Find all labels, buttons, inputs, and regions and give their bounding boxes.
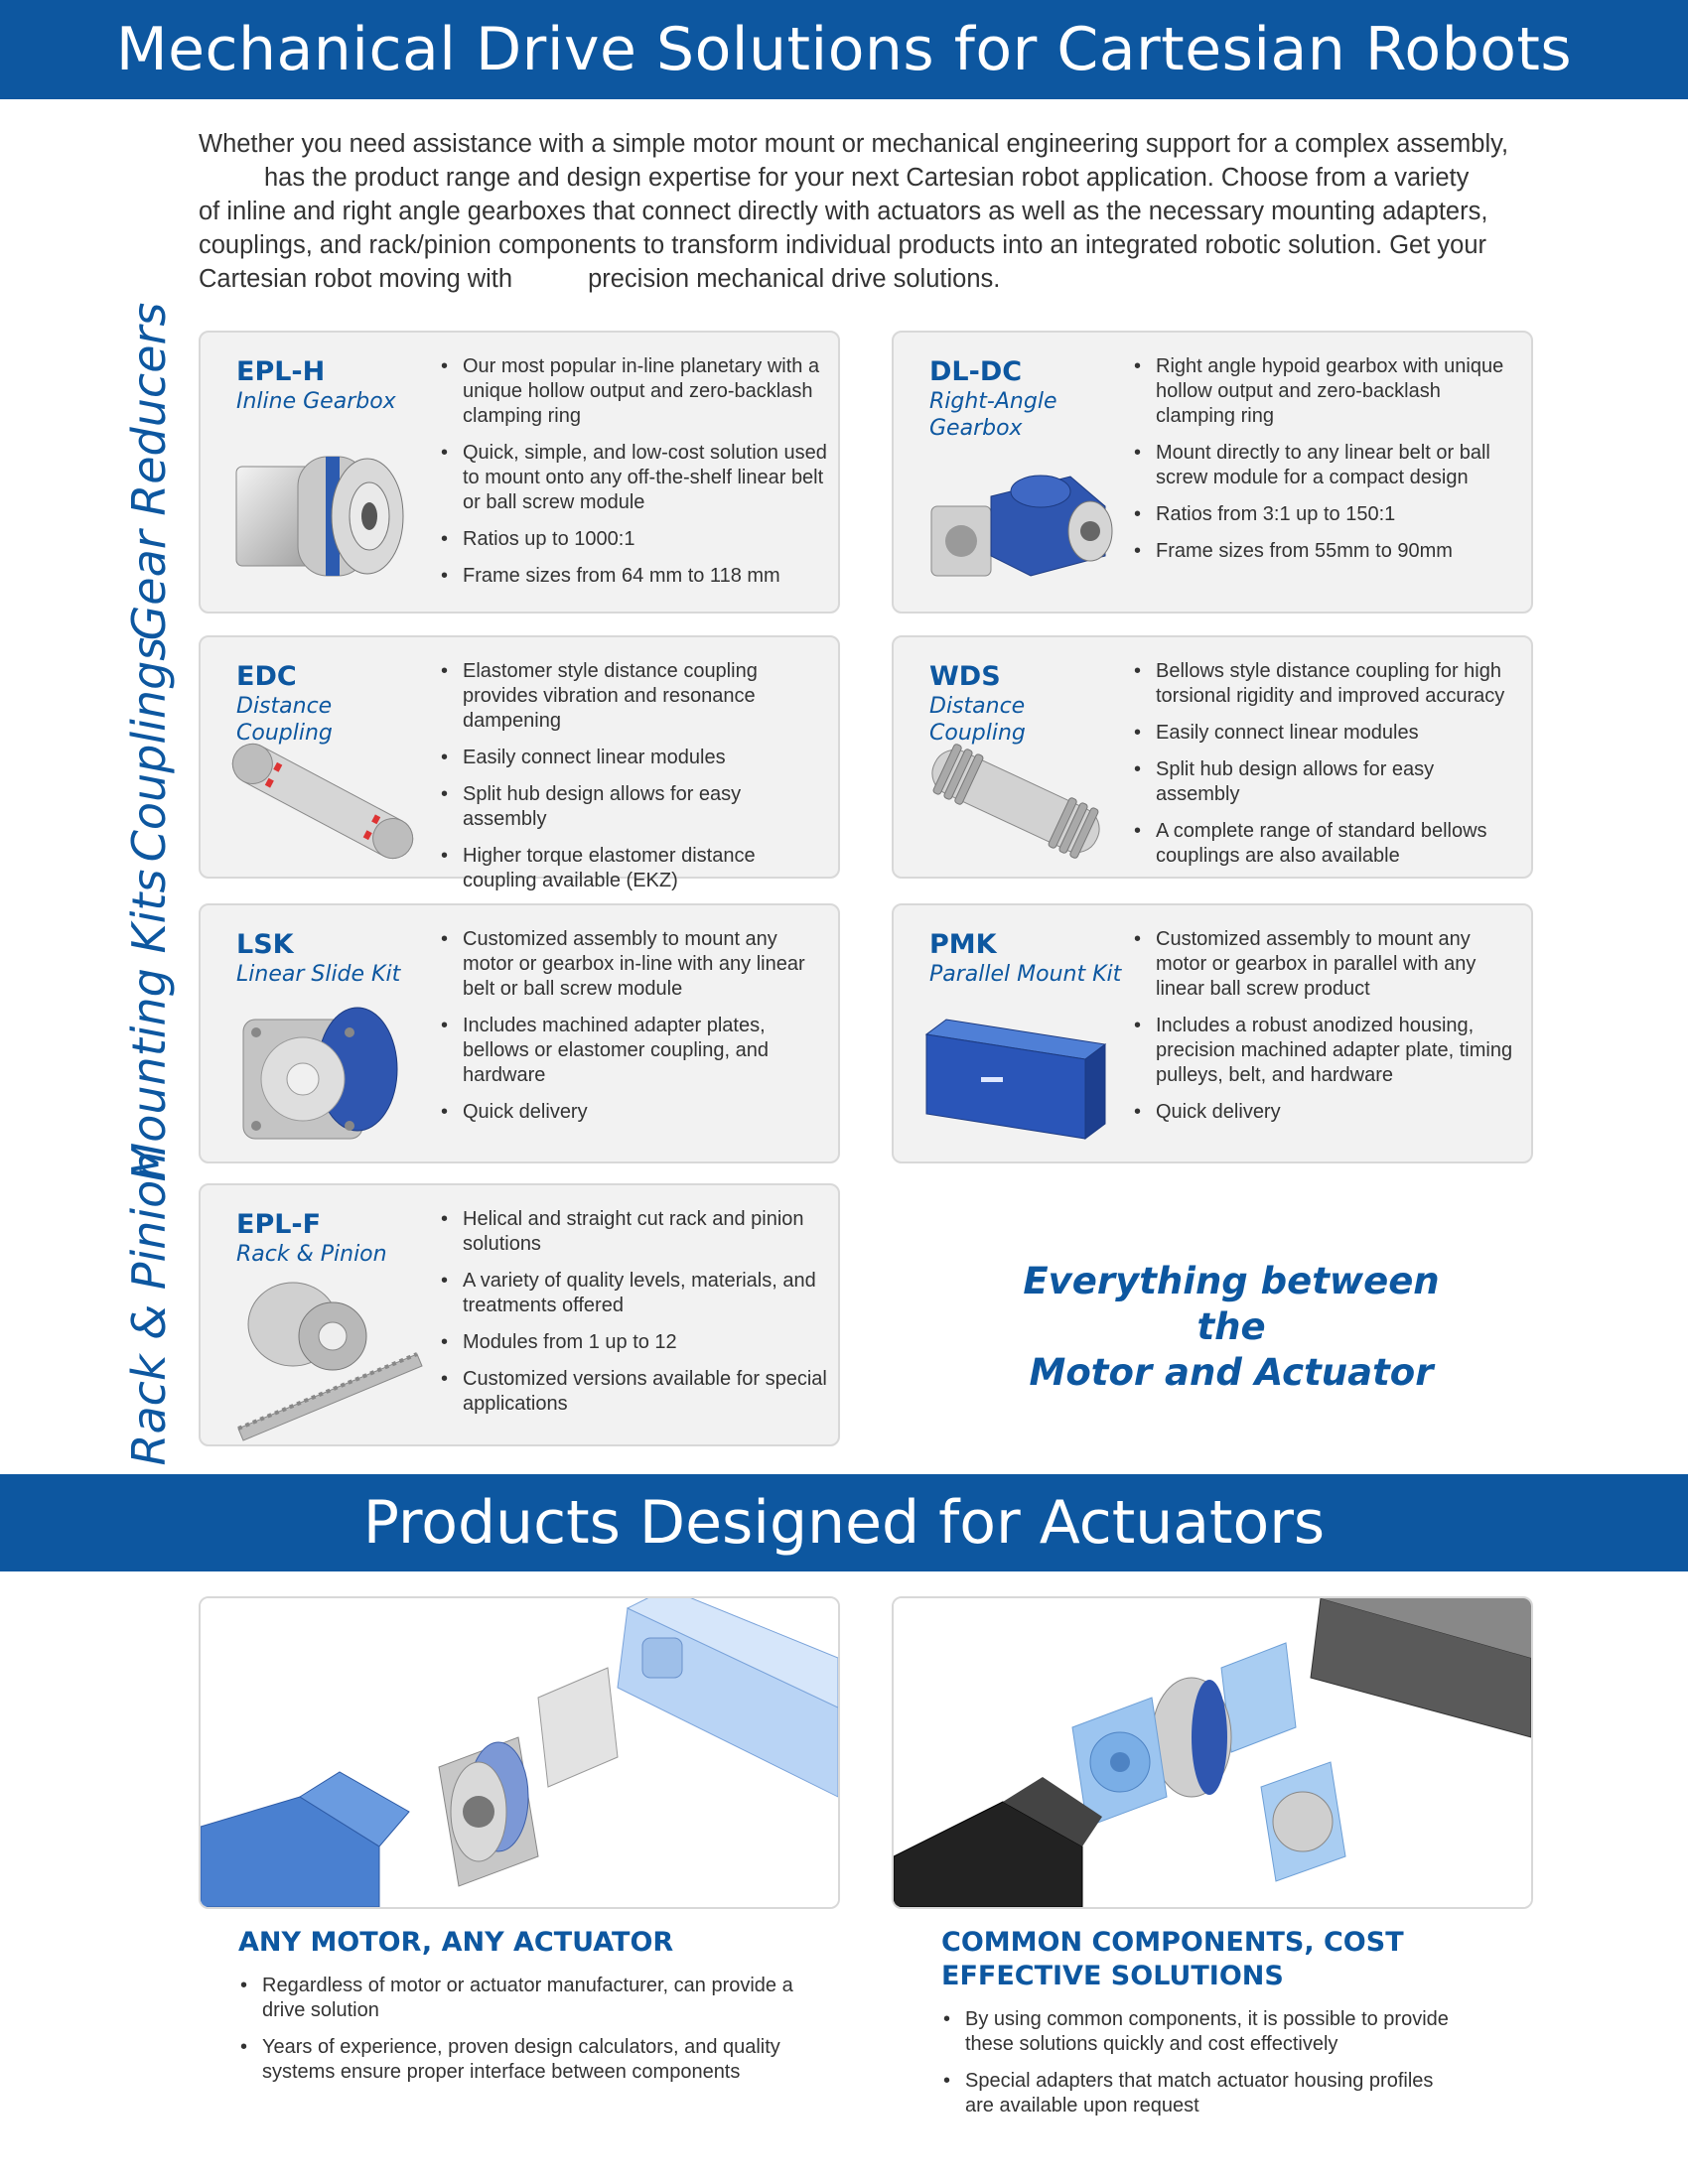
section-heading: ANY MOTOR, ANY ACTUATOR <box>238 1927 674 1958</box>
product-subtitle: Parallel Mount Kit <box>929 962 1122 987</box>
list-item: • Ratios from 3:1 up to 150:1 <box>1132 502 1521 527</box>
list-item: • Quick, simple, and low-cost solution used to mount onto any off-the-shelf linear belt or ball screw module <box>439 441 828 515</box>
product-subtitle: Inline Gearbox <box>236 389 396 414</box>
product-subtitle: Rack & Pinion <box>236 1242 387 1267</box>
side-label-couplings: Couplings <box>122 636 176 863</box>
list-item: • Quick delivery <box>439 1100 828 1125</box>
linear-slide-kit-icon <box>228 1000 417 1159</box>
intro-line-4: couplings, and rack/pinion components to transform individual products into an integrated robotic solution. Get your <box>199 231 1486 259</box>
list-item: • Split hub design allows for easy assembly <box>439 782 828 832</box>
product-subtitle: Right-Angle Gearbox <box>929 389 1057 441</box>
side-label-rack-pinion: Rack & Pinion <box>122 1151 176 1466</box>
product-card-epl-h <box>199 331 840 614</box>
list-item: • Bellows style distance coupling for high torsional rigidity and improved accuracy <box>1132 659 1521 709</box>
intro-line-2-text: has the product range and design expertise for your next Cartesian robot application. Choose from a variety <box>264 164 1470 192</box>
list-item: • Customized assembly to mount any motor or gearbox in parallel with any linear ball screw product <box>1132 927 1521 1002</box>
feature-list <box>941 2007 1458 2118</box>
tagline-line-2: Motor and Actuator <box>1029 1351 1434 1394</box>
list-item: • Regardless of motor or actuator manufacturer, can provide a drive solution <box>238 1974 794 2023</box>
right-angle-gearbox-icon <box>921 437 1130 606</box>
list-item: • Years of experience, proven design calculators, and quality systems ensure proper interface between components <box>238 2035 794 2085</box>
list-item: • Our most popular in-line planetary with a unique hollow output and zero-backlash clamping ring <box>439 354 828 429</box>
product-subtitle: Distance Coupling <box>236 694 333 746</box>
photo-any-motor-any-actuator <box>199 1596 840 1909</box>
rack-pinion-icon <box>228 1275 427 1443</box>
intro-line-5 <box>199 262 1509 296</box>
list-item: • Frame sizes from 64 mm to 118 mm <box>439 564 828 589</box>
bellows-coupling-icon <box>921 727 1110 876</box>
section-title: Products Designed for Actuators <box>362 1488 1326 1558</box>
product-code: EDC <box>236 661 297 692</box>
elastomer-coupling-icon <box>228 727 417 876</box>
motor-gearbox-actuator-illustration <box>201 1598 838 1907</box>
list-item: • Easily connect linear modules <box>1132 721 1521 746</box>
section-heading: COMMON COMPONENTS, COST EFFECTIVE SOLUTIONS <box>941 1927 1404 1991</box>
page-title-banner <box>0 0 1688 99</box>
feature-list <box>238 1974 794 2085</box>
side-label-mounting-kits: Mounting Kits <box>122 869 176 1182</box>
inline-gearbox-icon <box>228 427 417 596</box>
section-title-banner <box>0 1474 1688 1571</box>
page-title: Mechanical Drive Solutions for Cartesian Robots <box>115 15 1573 84</box>
common-components-section <box>941 1926 1458 2130</box>
feature-list <box>1132 927 1521 1137</box>
list-item: • Special adapters that match actuator housing profiles are available upon request <box>941 2069 1458 2118</box>
feature-list <box>1132 659 1521 881</box>
product-code: PMK <box>929 929 997 960</box>
product-card-edc <box>199 635 840 891</box>
product-subtitle: Distance Coupling <box>929 694 1026 746</box>
feature-list <box>439 659 828 905</box>
product-code: LSK <box>236 929 294 960</box>
list-item: • By using common components, it is possible to provide these solutions quickly and cost effectively <box>941 2007 1458 2057</box>
list-item: • Elastomer style distance coupling provides vibration and resonance dampening <box>439 659 828 734</box>
intro-line-2 <box>199 161 1509 195</box>
tagline-line-1: Everything between the <box>1023 1260 1440 1348</box>
tagline <box>1013 1259 1450 1396</box>
product-card-epl-f <box>199 1183 840 1446</box>
list-item: • A complete range of standard bellows couplings are also available <box>1132 819 1521 869</box>
list-item: • Customized versions available for special applications <box>439 1367 828 1417</box>
list-item: • Split hub design allows for easy assembly <box>1132 757 1521 807</box>
side-label-gear-reducers: Gear Reducers <box>122 302 176 641</box>
list-item: • Customized assembly to mount any motor or gearbox in-line with any linear belt or ball screw module <box>439 927 828 1002</box>
list-item: • Frame sizes from 55mm to 90mm <box>1132 539 1521 564</box>
product-code: EPL-F <box>236 1209 322 1240</box>
intro-line-1: Whether you need assistance with a simple motor mount or mechanical engineering support for a complex assembly, <box>199 130 1509 158</box>
product-card-dl-dc <box>892 331 1533 614</box>
feature-list <box>1132 354 1521 576</box>
product-code: EPL-H <box>236 356 326 387</box>
product-subtitle: Linear Slide Kit <box>236 962 401 987</box>
parallel-mount-kit-icon <box>921 1000 1110 1159</box>
list-item: • Mount directly to any linear belt or ball screw module for a compact design <box>1132 441 1521 490</box>
product-card-wds <box>892 635 1533 879</box>
list-item: • Includes a robust anodized housing, precision machined adapter plate, timing pulleys, belt, and hardware <box>1132 1014 1521 1088</box>
feature-list <box>439 354 828 601</box>
feature-list <box>439 927 828 1137</box>
photo-common-components <box>892 1596 1533 1909</box>
product-card-pmk <box>892 903 1533 1163</box>
list-item: • Quick delivery <box>1132 1100 1521 1125</box>
any-motor-section <box>238 1926 794 2097</box>
list-item: • Easily connect linear modules <box>439 746 828 770</box>
intro-line-5-b: precision mechanical drive solutions. <box>588 265 1001 293</box>
intro-line-5-a: Cartesian robot moving with <box>199 265 513 293</box>
product-card-lsk <box>199 903 840 1163</box>
list-item: • Higher torque elastomer distance coupling available (EKZ) <box>439 844 828 893</box>
intro-line-3: of inline and right angle gearboxes that connect directly with actuators as well as the necessary mounting adapters, <box>199 198 1488 225</box>
intro-paragraph <box>199 127 1509 296</box>
list-item: • Includes machined adapter plates, bellows or elastomer coupling, and hardware <box>439 1014 828 1088</box>
list-item: • Modules from 1 up to 12 <box>439 1330 828 1355</box>
list-item: • Ratios up to 1000:1 <box>439 527 828 552</box>
common-components-illustration <box>894 1598 1531 1907</box>
feature-list <box>439 1207 828 1429</box>
product-code: DL-DC <box>929 356 1023 387</box>
list-item: • Right angle hypoid gearbox with unique hollow output and zero-backlash clamping ring <box>1132 354 1521 429</box>
product-code: WDS <box>929 661 1001 692</box>
list-item: • Helical and straight cut rack and pinion solutions <box>439 1207 828 1257</box>
list-item: • A variety of quality levels, materials, and treatments offered <box>439 1269 828 1318</box>
